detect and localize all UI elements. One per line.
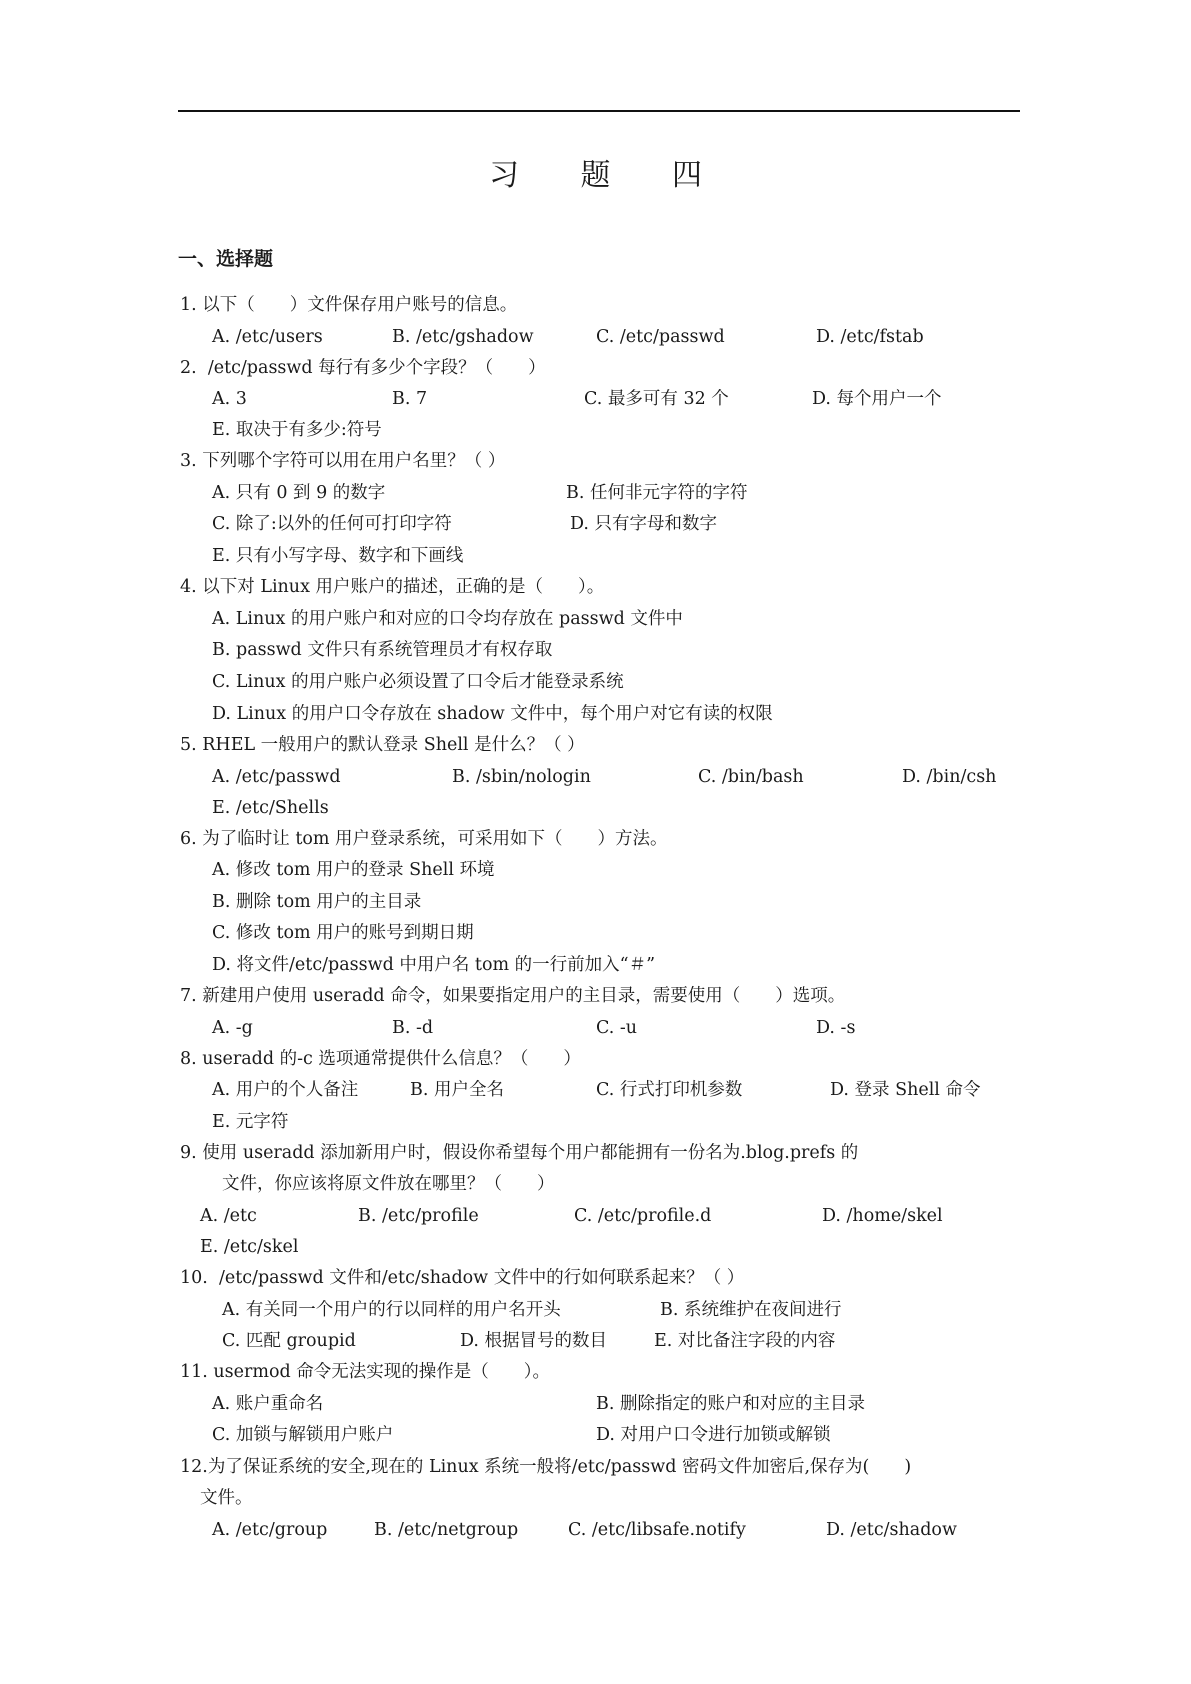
q9-option-e: E. /etc/skel xyxy=(200,1237,299,1257)
q7-option-d: D. -s xyxy=(816,1018,856,1038)
q11-option-a: A. 账户重命名 xyxy=(212,1394,324,1414)
q1-option-b: B. /etc/gshadow xyxy=(392,327,534,347)
q5-option-b: B. /sbin/nologin xyxy=(452,767,591,787)
q5-option-d: D. /bin/csh xyxy=(902,767,997,787)
q3-option-a: A. 只有 0 到 9 的数字 xyxy=(212,483,386,503)
q5-option-a: A. /etc/passwd xyxy=(212,767,341,787)
question-10: 10. /etc/passwd 文件和/etc/shadow 文件中的行如何联系起来？（ ） xyxy=(180,1268,745,1288)
q10-option-c: C. 匹配 groupid xyxy=(222,1331,356,1351)
q4-option-d: D. Linux 的用户口令存放在 shadow 文件中，每个用户对它有读的权限 xyxy=(212,704,773,724)
q10-option-e: E. 对比备注字段的内容 xyxy=(654,1331,836,1351)
q7-option-b: B. -d xyxy=(392,1018,434,1038)
q3-option-c: C. 除了:以外的任何可打印字符 xyxy=(212,514,452,534)
q8-option-d: D. 登录 Shell 命令 xyxy=(830,1080,981,1100)
q2-option-c: C. 最多可有 32 个 xyxy=(584,389,729,409)
question-8: 8. useradd 的-c 选项通常提供什么信息？（ ） xyxy=(180,1049,581,1069)
q1-option-a: A. /etc/users xyxy=(212,327,323,347)
q10-option-b: B. 系统维护在夜间进行 xyxy=(660,1300,842,1320)
question-5: 5. RHEL 一般用户的默认登录 Shell 是什么？（ ） xyxy=(180,735,585,755)
q8-option-e: E. 元字符 xyxy=(212,1112,289,1132)
q2-option-b: B. 7 xyxy=(392,389,428,409)
question-11: 11. usermod 命令无法实现的操作是（ ）。 xyxy=(180,1362,551,1382)
q9-option-d: D. /home/skel xyxy=(822,1206,943,1226)
question-12-continued: 文件。 xyxy=(200,1488,253,1508)
header-rule xyxy=(178,110,1020,112)
q8-option-c: C. 行式打印机参数 xyxy=(596,1080,743,1100)
q7-option-c: C. -u xyxy=(596,1018,638,1038)
q2-option-d: D. 每个用户一个 xyxy=(812,389,942,409)
q7-option-a: A. -g xyxy=(212,1018,253,1038)
q4-option-a: A. Linux 的用户账户和对应的口令均存放在 passwd 文件中 xyxy=(212,609,683,629)
page-title: 习 题 四 xyxy=(488,158,729,193)
q3-option-e: E. 只有小写字母、数字和下画线 xyxy=(212,546,464,566)
question-1: 1. 以下（ ）文件保存用户账号的信息。 xyxy=(180,295,518,315)
q12-option-c: C. /etc/libsafe.notify xyxy=(568,1520,746,1540)
question-2: 2. /etc/passwd 每行有多少个字段？（ ） xyxy=(180,358,546,378)
question-9: 9. 使用 useradd 添加新用户时，假设你希望每个用户都能拥有一份名为.blog.prefs 的 xyxy=(180,1143,859,1163)
q5-option-e: E. /etc/Shells xyxy=(212,798,329,818)
q8-option-b: B. 用户全名 xyxy=(410,1080,504,1100)
q9-option-b: B. /etc/profile xyxy=(358,1206,479,1226)
q1-option-d: D. /etc/fstab xyxy=(816,327,924,347)
q2-option-a: A. 3 xyxy=(212,389,247,409)
q9-option-a: A. /etc xyxy=(200,1206,257,1226)
q11-option-c: C. 加锁与解锁用户账户 xyxy=(212,1425,394,1445)
q9-option-c: C. /etc/profile.d xyxy=(574,1206,712,1226)
q6-option-c: C. 修改 tom 用户的账号到期日期 xyxy=(212,923,474,943)
q5-option-c: C. /bin/bash xyxy=(698,767,804,787)
q1-option-c: C. /etc/passwd xyxy=(596,327,725,347)
q11-option-b: B. 删除指定的账户和对应的主目录 xyxy=(596,1394,865,1414)
question-3: 3. 下列哪个字符可以用在用户名里？（ ） xyxy=(180,451,506,471)
q2-option-e: E. 取决于有多少:符号 xyxy=(212,420,382,440)
section-heading: 一、选择题 xyxy=(178,248,274,270)
q4-option-c: C. Linux 的用户账户必须设置了口令后才能登录系统 xyxy=(212,672,624,692)
q10-option-d: D. 根据冒号的数目 xyxy=(460,1331,608,1351)
question-7: 7. 新建用户使用 useradd 命令，如果要指定用户的主目录，需要使用（ ）选项。 xyxy=(180,986,846,1006)
q12-option-a: A. /etc/group xyxy=(212,1520,328,1540)
question-6: 6. 为了临时让 tom 用户登录系统，可采用如下（ ）方法。 xyxy=(180,829,668,849)
q3-option-d: D. 只有字母和数字 xyxy=(570,514,718,534)
q8-option-a: A. 用户的个人备注 xyxy=(212,1080,359,1100)
q6-option-a: A. 修改 tom 用户的登录 Shell 环境 xyxy=(212,860,495,880)
q6-option-b: B. 删除 tom 用户的主目录 xyxy=(212,892,422,912)
q11-option-d: D. 对用户口令进行加锁或解锁 xyxy=(596,1425,831,1445)
question-12: 12.为了保证系统的安全,现在的 Linux 系统一般将/etc/passwd 密码文件加密后,保存为( ) xyxy=(180,1457,912,1477)
q4-option-b: B. passwd 文件只有系统管理员才有权存取 xyxy=(212,640,553,660)
question-9-continued: 文件，你应该将原文件放在哪里？（ ） xyxy=(222,1174,555,1194)
question-4: 4. 以下对 Linux 用户账户的描述，正确的是（ ）。 xyxy=(180,577,605,597)
q12-option-d: D. /etc/shadow xyxy=(826,1520,957,1540)
q12-option-b: B. /etc/netgroup xyxy=(374,1520,519,1540)
q6-option-d: D. 将文件/etc/passwd 中用户名 tom 的一行前加入“＃” xyxy=(212,955,656,975)
q10-option-a: A. 有关同一个用户的行以同样的用户名开头 xyxy=(222,1300,561,1320)
q3-option-b: B. 任何非元字符的字符 xyxy=(566,483,748,503)
